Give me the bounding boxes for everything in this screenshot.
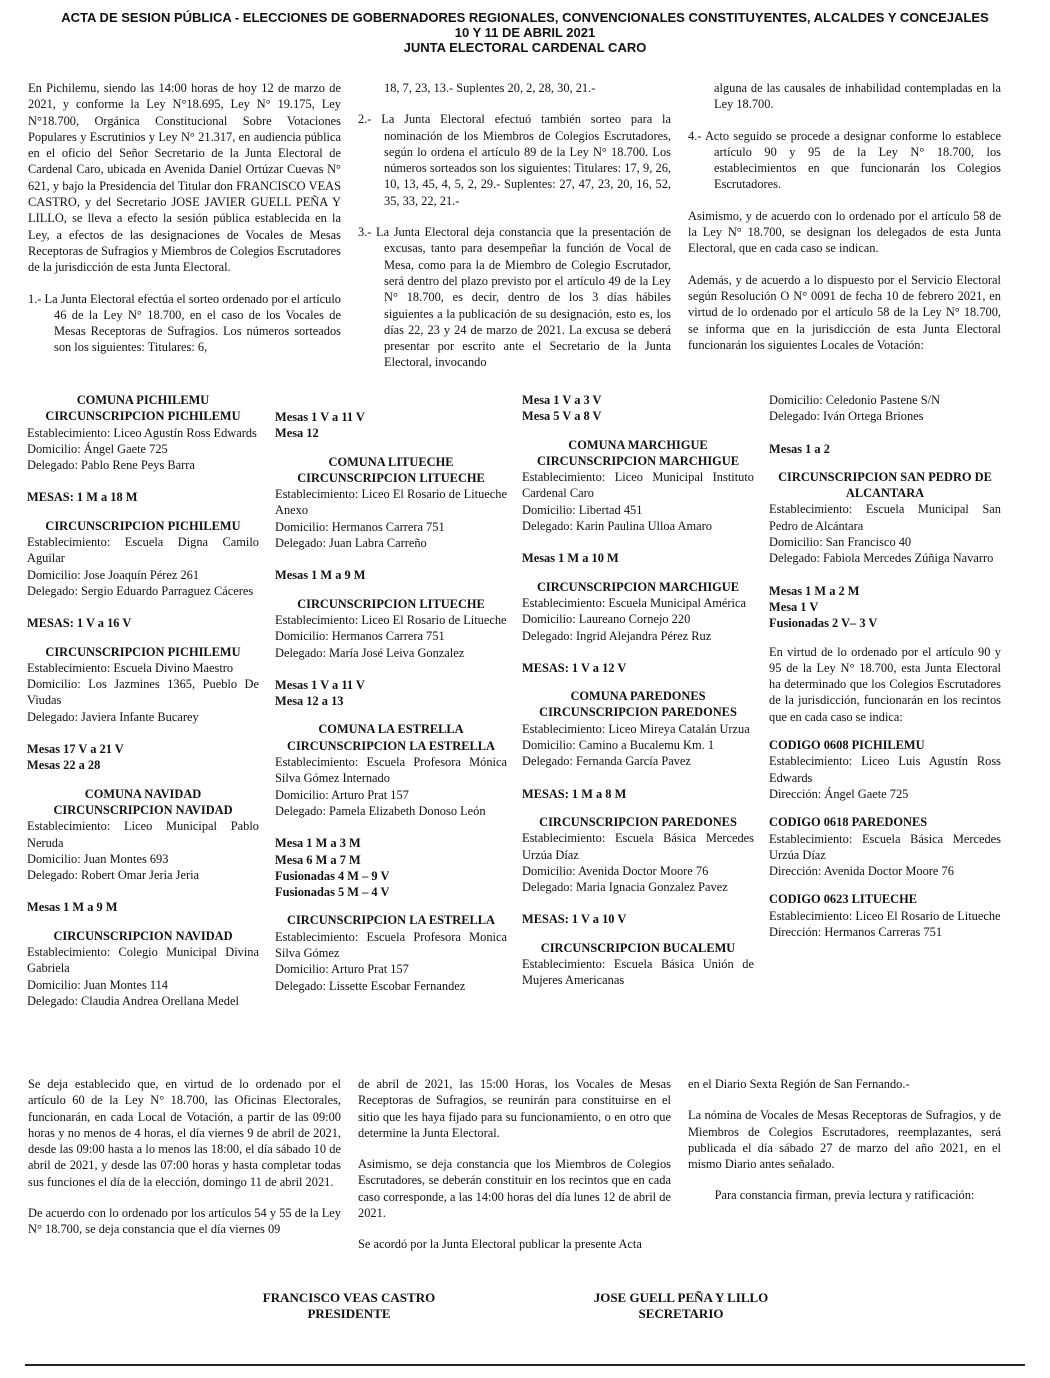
detail-line: Delegado: Fabiola Mercedes Zúñiga Navarro (769, 551, 994, 566)
intro-column-2 (358, 80, 671, 386)
section-heading: COMUNA PAREDONES (570, 689, 706, 704)
detail-line: Delegado: Lissette Escobar Fernandez (275, 978, 466, 993)
detail-line: Delegado: Ingrid Alejandra Pérez Ruz (522, 628, 712, 643)
closing-signature-intro: Para constancia firman, previa lectura y ratificación: (714, 1188, 975, 1203)
section-heading: COMUNA LITUECHE (328, 454, 454, 469)
detail-line: Delegado: Iván Ortega Briones (769, 409, 924, 424)
mesas-line: Fusionadas 4 M – 9 V (275, 868, 390, 883)
detail-line: Establecimiento: Escuela Profesora Mónica Silva Gómez Internado (275, 755, 507, 786)
detail-line: Delegado: Juan Labra Carreño (275, 536, 427, 551)
detail-line: Domicilio: Juan Montes 114 (27, 977, 168, 992)
section-heading: CIRCUNSCRIPCION LITUECHE (297, 470, 485, 485)
intro-paragraph: Asimismo, y de acuerdo con lo ordenado por el artículo 58 de la Ley N° 18.700, se designan los delegados de esta Junta Electoral, que en cada caso se indican. (688, 208, 1001, 256)
detail-line: Delegado: Claudia Andrea Orellana Medel (27, 993, 239, 1008)
signature-name: JOSE GUELL PEÑA Y LILLO (593, 1290, 769, 1305)
listing-block (275, 912, 507, 993)
listing-block (769, 891, 1001, 940)
listing-block (27, 928, 259, 1009)
intro-paragraph: Además, y de acuerdo a lo dispuesto por el Servicio Electoral según Resolución O N° 0091 de fecha 10 de febrero 2021, en virtud de lo ordenado por el artículo 58 de la Ley N° 18.700, se informa que en la jurisdicción de esta Junta Electoral funcionarán los siguientes Locales de Votación: (688, 272, 1001, 352)
document-dates: 10 Y 11 DE ABRIL 2021 (454, 25, 596, 40)
section-heading: CIRCUNSCRIPCION LA ESTRELLA (287, 738, 495, 753)
listing-column-4 (769, 392, 1001, 952)
detail-line: Domicilio: Hermanos Carrera 751 (275, 519, 445, 534)
detail-line: Delegado: Maria Ignacia Gonzalez Pavez (522, 880, 728, 895)
detail-line: Dirección: Hermanos Carreras 751 (769, 925, 943, 940)
signature-role: PRESIDENTE (307, 1306, 391, 1321)
detail-line: Delegado: Pablo Rene Peys Barra (27, 458, 195, 473)
listing-block (522, 688, 754, 802)
mesas-line: Fusionadas 5 M – 4 V (275, 885, 390, 900)
mesas-line: MESAS: 1 M a 8 M (522, 786, 627, 801)
listing-block (769, 469, 1001, 632)
section-heading: CIRCUNSCRIPCION MARCHIGUE (536, 579, 740, 594)
document-junta: JUNTA ELECTORAL CARDENAL CARO (403, 40, 647, 55)
detail-line: Domicilio: Laureano Cornejo 220 (522, 612, 691, 627)
detail-line: Delegado: Pamela Elizabeth Donoso León (275, 803, 486, 818)
detail-line: Establecimiento: Liceo Mireya Catalán Urzua (522, 721, 750, 736)
closing-column-2 (358, 1076, 671, 1268)
detail-line: Domicilio: Arturo Prat 157 (275, 787, 409, 802)
intro-continuation: 18, 7, 23, 13.- Suplentes 20, 2, 28, 30, 21.- (384, 81, 596, 95)
section-heading: COMUNA LA ESTRELLA (318, 722, 464, 737)
detail-line: Delegado: Javiera Infante Bucarey (27, 709, 199, 724)
detail-line: Establecimiento: Escuela Municipal América (522, 595, 746, 610)
detail-line: Establecimiento: Escuela Divino Maestro (27, 660, 234, 675)
listing-block (522, 392, 754, 425)
detail-line: Establecimiento: Liceo Municipal Instituto Cardenal Caro (522, 470, 754, 501)
mesas-line: Mesas 1 a 2 (769, 441, 830, 456)
detail-line: Delegado: María José Leiva Gonzalez (275, 645, 465, 660)
listing-block (27, 786, 259, 916)
detail-line: Establecimiento: Escuela Municipal San Pedro de Alcántara (769, 502, 1001, 533)
codigo-heading: CODIGO 0608 PICHILEMU (769, 738, 925, 753)
section-heading: CIRCUNSCRIPCION MARCHIGUE (536, 453, 740, 468)
detail-line: Domicilio: Juan Montes 693 (27, 851, 169, 866)
detail-line: Establecimiento: Escuela Básica Mercedes Urzúa Díaz (769, 831, 1001, 862)
mesas-line: Mesa 12 a 13 (275, 694, 344, 709)
section-heading: CIRCUNSCRIPCION PAREDONES (539, 705, 737, 720)
detail-line: Establecimiento: Colegio Municipal Divina Gabriela (27, 945, 259, 976)
mesas-line: Mesas 1 M a 2 M (769, 583, 860, 598)
signature-secretary (560, 1290, 802, 1322)
mesas-line: Mesas 1 V a 11 V (275, 677, 365, 692)
codigo-heading: CODIGO 0623 LITUECHE (769, 892, 918, 907)
intro-item-4: 4.- Acto seguido se procede a designar conforme lo establece artículo 90 y 95 de la Ley N° 18.700, los establecimientos en que funcionarán los Colegios Escrutadores. (688, 128, 1001, 192)
listing-column-3 (522, 392, 754, 1001)
detail-line: Delegado: Karin Paulina Ulloa Amaro (522, 519, 712, 534)
detail-line: Domicilio: San Francisco 40 (769, 535, 912, 550)
mesas-line: Mesas 22 a 28 (27, 758, 101, 773)
detail-line: Domicilio: Camino a Bucalemu Km. 1 (522, 738, 715, 753)
closing-paragraph: Asimismo, se deja constancia que los Miembros de Colegios Escrutadores, se deberán constituir en los recintos que en cada caso corresponde, a las 14:00 horas del día lunes 12 de abril de 2021. (358, 1157, 671, 1221)
listing-block (275, 721, 507, 900)
closing-paragraph: De acuerdo con lo ordenado por los artículos 54 y 55 de la Ley N° 18.700, se deja constancia que el día viernes 09 (28, 1206, 341, 1237)
listing-block (769, 814, 1001, 879)
section-heading: CIRCUNSCRIPCION NAVIDAD (53, 928, 233, 943)
listing-block (522, 437, 754, 567)
mesas-line: Mesas 1 M a 9 M (275, 568, 366, 583)
detail-line: Establecimiento: Liceo El Rosario de Litueche Anexo (275, 487, 507, 518)
listing-block (27, 518, 259, 632)
closing-paragraph: La nómina de Vocales de Mesas Receptoras de Sufragios, y de Miembros de Colegios Escrutadores, reemplazantes, será publicada el día sábado 27 de marzo del año 2021, en el mismo Diario antes señalado. (688, 1108, 1001, 1172)
mesas-line: Mesa 1 V a 3 V (522, 393, 602, 407)
listing-block (275, 596, 507, 710)
mesas-line: MESAS: 1 V a 12 V (522, 660, 627, 675)
listing-block (769, 392, 1001, 457)
closing-column-3 (688, 1076, 1001, 1219)
intro-paragraph: En Pichilemu, siendo las 14:00 horas de hoy 12 de marzo de 2021, y conforme la Ley N°18.695, Ley N° 19.175, Ley N°18.700, Orgánica Constitucional Sobre Votaciones Populares y Escrutinios y Ley N° 21.317, en audiencia pública en el oficio del Señor Secretario de la Junta Electoral de Cardenal Caro, ubicada en Avenida Daniel Ortúzar Cuevas N° 621, y bajo la Presidencia del Titular don FRANCISCO VEAS CASTRO, y del Secretario JOSE JAVIER GUELL PEÑA Y LILLO, se lleva a efecto la sesión pública establecida en la Ley, a efectos de las designaciones de Vocales de Mesas Receptoras de Sufragios y Miembros de Colegios Escrutadores de la jurisdicción de esta Junta Electoral. (28, 81, 341, 275)
mesas-line: Mesas 1 M a 10 M (522, 551, 619, 566)
detail-line: Domicilio: Hermanos Carrera 751 (275, 629, 445, 644)
closing-paragraph: Se deja establecido que, en virtud de lo ordenado por el artículo 60 de la Ley N° 18.700, las Oficinas Electorales, funcionarán, en cada Local de Votación, a partir de las 09:00 horas y no menos de 4 horas, el día viernes 9 de abril de 2021, desde las 09:00 hasta a lo menos las 18:00, el día sábado 10 de abril de 2021, y desde las 07:00 horas y hasta completar todas sus funciones el día de la elección, domingo 11 de abril 2021. (28, 1077, 341, 1189)
section-heading: CIRCUNSCRIPCION PICHILEMU (45, 518, 241, 533)
mesas-line: Mesa 1 V (769, 599, 819, 614)
detail-line: Domicilio: Los Jazmines 1365, Pueblo De Viudas (27, 677, 259, 708)
section-heading: COMUNA PICHILEMU (76, 393, 210, 407)
mesas-line: Mesas 1 M a 9 M (27, 900, 118, 915)
listing-block (522, 940, 754, 989)
detail-line: Delegado: Fernanda García Pavez (522, 754, 691, 769)
detail-line: Domicilio: Avenida Doctor Moore 76 (522, 863, 709, 878)
detail-line: En virtud de lo ordenado por el artículo 90 y 95 de la Ley N° 18.700, esta Junta Electoral ha determinado que los Colegios Escrutadores de la jurisdicción, funcionarán en los recintos que en cada caso se indica: (769, 644, 1001, 724)
closing-paragraph: Se acordó por la Junta Electoral publicar la presente Acta (358, 1237, 642, 1252)
mesas-line: Mesa 6 M a 7 M (275, 852, 361, 867)
intro-item-2: 2.- La Junta Electoral efectuó también sorteo para la nominación de los Miembros de Colegios Escrutadores, según lo ordena el artículo 89 de la Ley N° 18.700. Los números sorteados son los siguientes: Titulares: 17, 9, 26, 10, 13, 45, 4, 5, 2, 29.- Suplentes: 27, 47, 23, 20, 16, 52, 35, 33, 22, 21.- (358, 112, 671, 208)
codigo-heading: CODIGO 0618 PAREDONES (769, 815, 928, 830)
detail-line: Establecimiento: Liceo Agustín Ross Edwards (27, 425, 257, 440)
detail-line: Establecimiento: Escuela Digna Camilo Aguilar (27, 535, 259, 566)
listing-block (522, 579, 754, 676)
section-heading: CIRCUNSCRIPCION PICHILEMU (45, 409, 241, 424)
detail-line: Establecimiento: Liceo Municipal Pablo Neruda (27, 819, 259, 850)
mesas-line: Mesas 17 V a 21 V (27, 742, 124, 757)
section-heading: COMUNA NAVIDAD (84, 786, 202, 801)
detail-line: Domicilio: Celedonio Pastene S/N (769, 393, 941, 407)
detail-line: Dirección: Ángel Gaete 725 (769, 786, 909, 801)
signature-name: FRANCISCO VEAS CASTRO (262, 1290, 436, 1305)
mesas-line: Fusionadas 2 V– 3 V (769, 616, 878, 631)
document-title: ACTA DE SESION PÚBLICA - ELECCIONES DE GOBERNADORES REGIONALES, CONVENCIONALES CONSTITUYENTES, ALCALDES Y CONCEJALES (61, 10, 989, 25)
intro-column-3 (688, 80, 1001, 368)
detail-line: Domicilio: Arturo Prat 157 (275, 962, 409, 977)
listing-block (769, 737, 1001, 802)
detail-line: Establecimiento: Escuela Básica Unión de Mujeres Americanas (522, 957, 754, 988)
detail-line: Establecimiento: Liceo Luis Agustín Ross Edwards (769, 754, 1001, 785)
footer-divider (25, 1364, 1025, 1366)
intro-continuation: alguna de las causales de inhabilidad contempladas en la Ley 18.700. (714, 81, 1001, 112)
listing-block (522, 814, 754, 928)
section-heading: CIRCUNSCRIPCION PAREDONES (539, 814, 737, 829)
mesas-line: MESAS: 1 V a 10 V (522, 912, 627, 927)
detail-line: Domicilio: Ángel Gaete 725 (27, 441, 168, 456)
listing-block (27, 644, 259, 774)
section-heading: CIRCUNSCRIPCION NAVIDAD (53, 802, 233, 817)
detail-line: Delegado: Sergio Eduardo Parraguez Cáceres (27, 583, 254, 598)
mesas-line: Mesa 5 V a 8 V (522, 409, 602, 424)
mesas-line: Mesas 1 V a 11 V (275, 410, 365, 424)
section-heading: CIRCUNSCRIPCION BUCALEMU (540, 940, 736, 955)
listing-block (275, 454, 507, 584)
detail-line: Establecimiento: Escuela Básica Mercedes Urzúa Díaz (522, 831, 754, 862)
closing-column-1 (28, 1076, 341, 1253)
section-heading: CIRCUNSCRIPCION SAN PEDRO DE ALCANTARA (778, 469, 992, 501)
listing-column-2 (275, 409, 507, 1006)
closing-paragraph: de abril de 2021, las 15:00 Horas, los Vocales de Mesas Receptoras de Sufragios, se reunirán para constituirse en el sitio que les haya fijado para su funcionamiento, o en otro que determine la Junta Electoral. (358, 1077, 671, 1140)
mesas-line: Mesa 12 (275, 426, 319, 441)
detail-line: Domicilio: Jose Joaquín Pérez 261 (27, 567, 200, 582)
signature-role: SECRETARIO (638, 1306, 724, 1321)
listing-block (769, 644, 1001, 725)
intro-item-1: 1.- La Junta Electoral efectúa el sorteo ordenado por el artículo 46 de la Ley N° 18.700, en el caso de los Vocales de Mesas Receptoras de Sufragios. Los números sorteados son los siguientes: Titulares: 6, (28, 291, 341, 355)
closing-paragraph: en el Diario Sexta Región de San Fernando.- (688, 1077, 910, 1091)
document-header (20, 10, 1030, 55)
mesas-line: MESAS: 1 M a 18 M (27, 490, 138, 505)
listing-column-1 (27, 392, 259, 1021)
section-heading: COMUNA MARCHIGUE (568, 437, 708, 452)
listing-block (27, 392, 259, 506)
intro-column-1 (28, 80, 341, 371)
signature-president (228, 1290, 470, 1322)
detail-line: Establecimiento: Liceo El Rosario de Litueche (275, 612, 507, 627)
detail-line: Dirección: Avenida Doctor Moore 76 (769, 864, 954, 879)
mesas-line: MESAS: 1 V a 16 V (27, 616, 132, 631)
mesas-line: Mesa 1 M a 3 M (275, 836, 361, 851)
intro-item-3: 3.- La Junta Electoral deja constancia que la presentación de excusas, tanto para desempeñar la función de Vocal de Mesa, como para la de Miembro de Colegio Escrutador, será dentro del plazo previsto por el artículo 49 de la Ley N° 18.700, es decir, dentro de los 3 días hábiles siguientes a la publicación de su designación, esto es, los días 22, 23 y 24 de marzo de 2021. La excusa se deberá presentar por escrito ante el Secretario de la Junta Electoral, invocando (358, 225, 671, 370)
listing-block (275, 409, 507, 442)
detail-line: Establecimiento: Liceo El Rosario de Litueche (769, 908, 1001, 923)
detail-line: Establecimiento: Escuela Profesora Monica Silva Gómez (275, 929, 507, 961)
detail-line: Domicilio: Libertad 451 (522, 502, 643, 517)
detail-line: Delegado: Robert Omar Jeria Jeria (27, 868, 200, 883)
section-heading: CIRCUNSCRIPCION LITUECHE (297, 596, 485, 611)
section-heading: CIRCUNSCRIPCION LA ESTRELLA (287, 913, 495, 928)
section-heading: CIRCUNSCRIPCION PICHILEMU (45, 644, 241, 659)
